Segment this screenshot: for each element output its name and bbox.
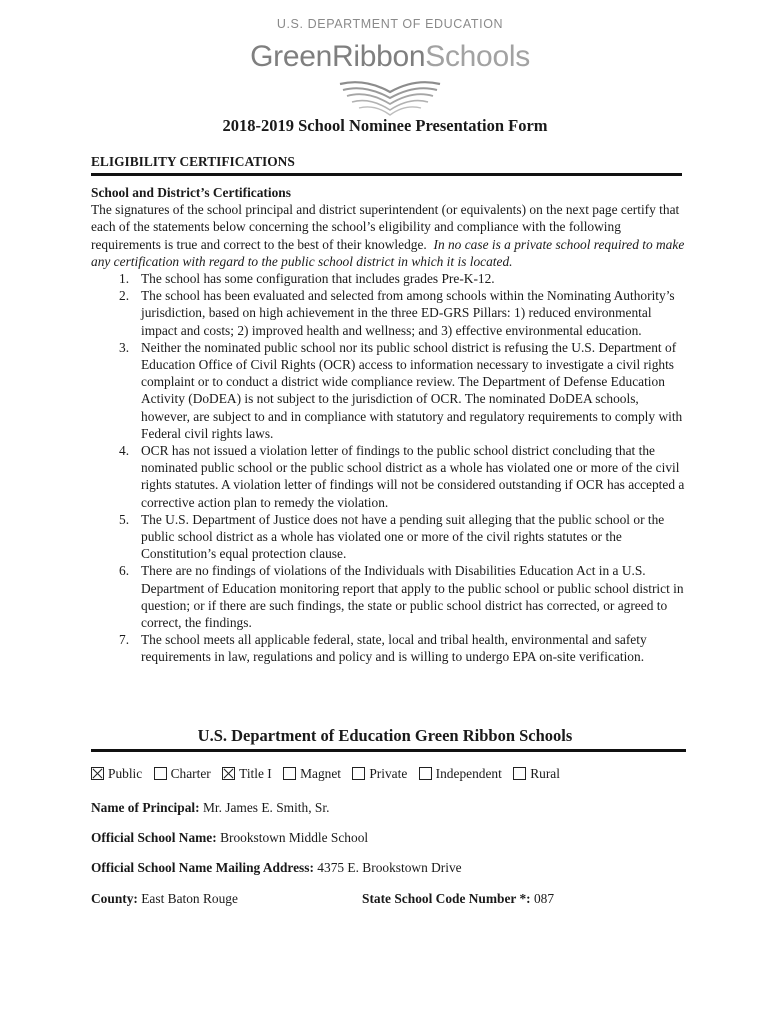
county-value[interactable]: East Baton Rouge bbox=[141, 891, 238, 906]
principal-name-value[interactable]: Mr. James E. Smith, Sr. bbox=[202, 800, 330, 815]
county-field bbox=[91, 890, 238, 907]
checkbox-label: Magnet bbox=[300, 766, 341, 781]
list-item bbox=[91, 631, 686, 665]
list-item bbox=[91, 442, 686, 511]
requirements-list bbox=[91, 270, 686, 666]
green-ribbon-schools-logo bbox=[230, 10, 550, 110]
checkbox-public[interactable] bbox=[91, 765, 142, 782]
checkbox-title-i[interactable] bbox=[222, 765, 272, 782]
list-item bbox=[91, 339, 686, 442]
logo-word-ribbon: Ribbon bbox=[331, 40, 426, 73]
list-item-number: 1. bbox=[119, 271, 130, 287]
logo-department: U.S. DEPARTMENT OF EDUCATION bbox=[276, 17, 504, 31]
school-type-checkboxes bbox=[91, 765, 560, 782]
list-item-text: The school meets all applicable federal, state, local and tribal health, environmental and safety requirements in law, regulations and policy and is willing to undergo EPA on-site verification. bbox=[141, 632, 647, 665]
list-item-number: 3. bbox=[119, 339, 130, 355]
checkbox-empty-icon bbox=[419, 767, 432, 780]
list-item bbox=[91, 562, 686, 631]
list-item bbox=[91, 511, 686, 563]
mailing-address-value[interactable]: 4375 E. Brookstown Drive bbox=[317, 860, 462, 875]
subsection-heading: School and District’s Certifications bbox=[91, 185, 291, 200]
list-item-number: 4. bbox=[119, 443, 130, 459]
list-item-text: The school has some configuration that includes grades Pre-K-12. bbox=[141, 271, 495, 287]
logo-word-green: Green bbox=[250, 40, 332, 73]
checkbox-empty-icon bbox=[352, 767, 365, 780]
checkbox-independent[interactable] bbox=[419, 765, 502, 782]
logo-word-schools: Schools bbox=[425, 40, 530, 73]
program-divider bbox=[91, 749, 686, 752]
field-label: Official School Name: bbox=[91, 830, 217, 845]
checkbox-empty-icon bbox=[283, 767, 296, 780]
list-item-text: The U.S. Department of Justice does not have a pending suit alleging that the public school or the public school district as a whole has violated one or more of the civil rights statutes or the Constitution’s equal protection clause. bbox=[141, 511, 665, 562]
list-item-number: 7. bbox=[119, 632, 130, 648]
field-label: State School Code Number *: bbox=[362, 891, 531, 906]
checkbox-checked-icon bbox=[222, 767, 235, 780]
principal-field bbox=[91, 799, 329, 816]
logo-wordmark bbox=[230, 40, 550, 74]
intro-text: The signatures of the school principal and district superintendent (or equivalents) on the next page certify that each of the statements below concerning the school’s eligibility and compliance with the following requirements is true and correct to the best of their knowledge. bbox=[91, 202, 680, 252]
mailing-address-field bbox=[91, 859, 462, 876]
field-label: Name of Principal: bbox=[91, 800, 200, 815]
school-code-value[interactable]: 087 bbox=[533, 891, 555, 906]
list-item bbox=[91, 287, 686, 339]
program-heading: U.S. Department of Education Green Ribbon Schools bbox=[197, 726, 573, 745]
certifications-block bbox=[91, 184, 686, 666]
intro-italic-text: In no case is a private school required to make any certification with regard to the public school district in which it is located. bbox=[91, 236, 685, 269]
list-item-number: 2. bbox=[119, 288, 130, 304]
list-item-text: There are no findings of violations of the Individuals with Disabilities Education Act in a U.S. Department of Education monitoring report that apply to the public school or public school district in question; or if there are such findings, the state or public school district has corrected, or agreed to correct, the findings. bbox=[141, 563, 684, 631]
school-name-value[interactable]: Brookstown Middle School bbox=[220, 830, 369, 845]
school-name-field bbox=[91, 829, 368, 846]
list-item-number: 6. bbox=[119, 563, 130, 579]
list-item-text: The school has been evaluated and selected from among schools within the Nominating Authority’s jurisdiction, based on high achievement in the three ED-GRS Pillars: 1) reduced environmental impact and costs; 2) improved health and wellness; and 3) effective environmental education. bbox=[141, 288, 675, 338]
checkbox-charter[interactable] bbox=[154, 765, 211, 782]
checkbox-label: Charter bbox=[170, 766, 211, 781]
checkbox-empty-icon bbox=[513, 767, 526, 780]
section-heading: ELIGIBILITY CERTIFICATIONS bbox=[91, 154, 295, 169]
checkbox-label: Private bbox=[369, 766, 408, 781]
list-item-number: 5. bbox=[119, 511, 130, 527]
section-divider bbox=[91, 173, 682, 176]
checkbox-label: Independent bbox=[435, 766, 502, 781]
checkbox-label: Title I bbox=[239, 766, 272, 781]
checkbox-checked-icon bbox=[91, 767, 104, 780]
list-item bbox=[91, 270, 686, 287]
checkbox-private[interactable] bbox=[352, 765, 407, 782]
list-item-text: OCR has not issued a violation letter of findings to the public school district concluding that the nominated public school or the public school district as a whole has violated one or more of the civil rights statutes. A violation letter of findings will not be considered outstanding if OCR has accepted a corrective action plan to remedy the violation. bbox=[141, 443, 685, 510]
field-label: County: bbox=[91, 891, 138, 906]
checkbox-label: Public bbox=[108, 766, 143, 781]
open-book-icon bbox=[335, 78, 445, 118]
checkbox-label: Rural bbox=[530, 766, 560, 781]
intro-paragraph bbox=[91, 201, 686, 270]
checkbox-magnet[interactable] bbox=[283, 765, 341, 782]
checkbox-empty-icon bbox=[154, 767, 167, 780]
field-label: Official School Name Mailing Address: bbox=[91, 860, 314, 875]
form-title: 2018-2019 School Nominee Presentation Form bbox=[222, 116, 548, 135]
school-code-field bbox=[362, 890, 554, 907]
list-item-text: Neither the nominated public school nor its public school district is refusing the U.S. Department of Education Office of Civil Rights (OCR) access to information necessary to investigate a civil rights complaint or to conduct a district wide compliance review. The Department of Defense Education Activity (DoDEA) is not subject to the jurisdiction of OCR. The nominated DoDEA schools, however, are subject to and in compliance with statutory and regulatory requirements to comply with Federal civil rights laws. bbox=[141, 339, 683, 441]
checkbox-rural[interactable] bbox=[513, 765, 560, 782]
